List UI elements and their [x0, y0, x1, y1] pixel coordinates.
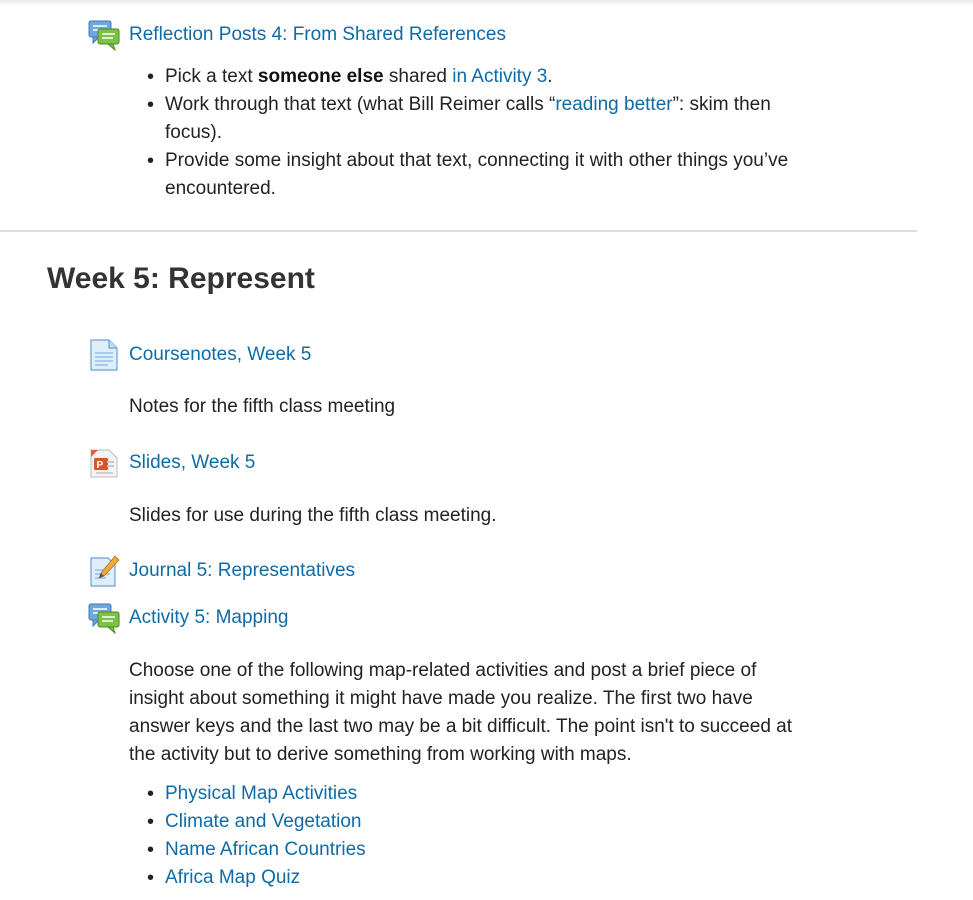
- list-item: [145, 808, 366, 836]
- name-african-countries-link[interactable]: Name African Countries: [165, 839, 366, 860]
- africa-map-quiz-link[interactable]: Africa Map Quiz: [165, 867, 301, 888]
- description-line: the activity but to derive something from working with maps.: [129, 744, 632, 765]
- activity-journal[interactable]: [88, 555, 355, 587]
- section-divider: [0, 230, 917, 232]
- list-item: [145, 864, 366, 892]
- description-line: insight about something it might have made you realize. The first two have: [129, 688, 753, 709]
- activity-3-link[interactable]: in Activity 3: [452, 66, 548, 87]
- slides-description: Slides for use during the fifth class meeting.: [129, 505, 497, 526]
- reflection-bullet-list: [145, 63, 865, 203]
- activity-coursenotes[interactable]: [88, 339, 311, 371]
- journal-icon: [88, 555, 120, 587]
- list-item: [145, 836, 366, 864]
- forum-icon: [88, 602, 120, 634]
- section-title: Week 5: Represent: [47, 262, 315, 295]
- slides-link[interactable]: Slides, Week 5: [129, 452, 256, 473]
- bullet-text: focus).: [165, 122, 223, 143]
- activity-slides[interactable]: [88, 447, 255, 479]
- activity-reflection-posts[interactable]: [88, 19, 506, 51]
- bullet-text: .: [547, 66, 553, 87]
- svg-text:P: P: [96, 460, 104, 471]
- reading-better-link[interactable]: reading better: [555, 94, 673, 115]
- bullet-text: shared: [383, 66, 453, 87]
- coursenotes-description: Notes for the fifth class meeting: [129, 396, 396, 417]
- activity-5-description: [129, 657, 869, 769]
- bullet-text: Pick a text: [165, 66, 258, 87]
- map-activity-links: [145, 780, 366, 892]
- physical-map-activities-link[interactable]: Physical Map Activities: [165, 783, 358, 804]
- list-item: [145, 780, 366, 808]
- list-item: [145, 147, 865, 203]
- reflection-posts-link[interactable]: Reflection Posts 4: From Shared References: [129, 24, 507, 45]
- forum-icon: [88, 19, 120, 51]
- coursenotes-link[interactable]: Coursenotes, Week 5: [129, 344, 312, 365]
- bullet-text: Work through that text (what Bill Reimer calls “: [165, 94, 556, 115]
- powerpoint-icon: [88, 447, 120, 479]
- activity-mapping[interactable]: [88, 602, 288, 634]
- description-line: Choose one of the following map-related activities and post a brief piece of: [129, 660, 757, 681]
- journal-link[interactable]: Journal 5: Representatives: [129, 560, 356, 581]
- bullet-text: Provide some insight about that text, connecting it with other things you’ve: [165, 150, 789, 171]
- bullet-text: encountered.: [165, 178, 276, 199]
- top-shadow: [0, 0, 973, 6]
- bullet-text: ”: skim then: [672, 94, 771, 115]
- climate-vegetation-link[interactable]: Climate and Vegetation: [165, 811, 362, 832]
- list-item: [145, 63, 865, 91]
- list-item: [145, 91, 865, 147]
- activity-5-link[interactable]: Activity 5: Mapping: [129, 607, 289, 628]
- description-line: answer keys and the last two may be a bit difficult. The point isn't to succeed at: [129, 716, 793, 737]
- bullet-bold-text: someone else: [257, 66, 384, 87]
- page-icon: [88, 339, 120, 371]
